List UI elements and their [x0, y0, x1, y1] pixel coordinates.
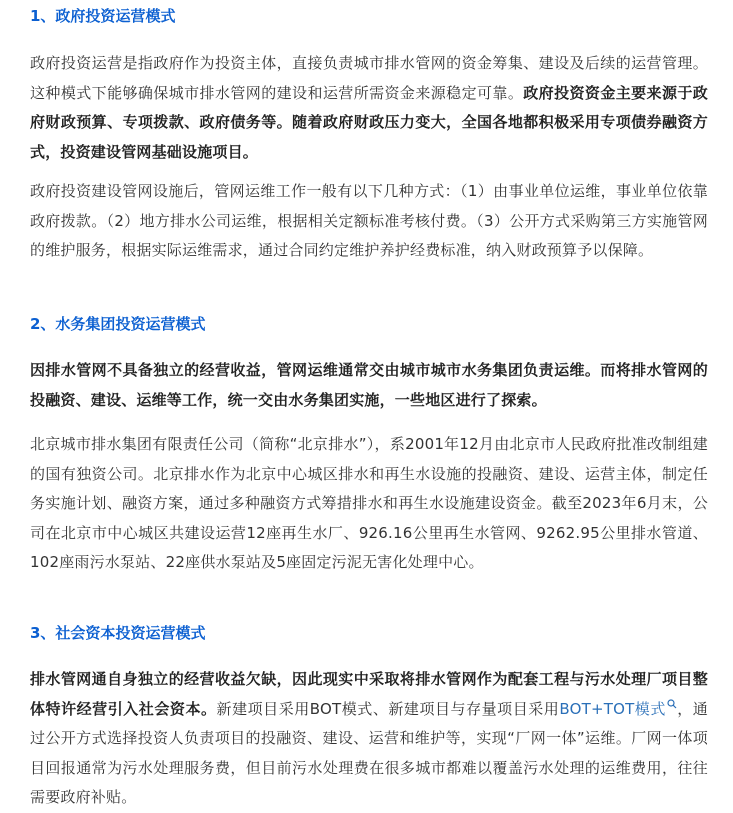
section-1-paragraph-1-text: 政府投资运营是指政府作为投资主体，直接负责城市排水管网的资金筹集、建设及后续的运营管理。这种模式下能够确保城市排水管网的建设和运营所需资金来源稳定可靠。	[30, 54, 708, 102]
bot-tot-link[interactable]	[559, 700, 677, 718]
section-1-paragraph-2: 政府投资建设管网设施后，管网运维工作一般有以下几种方式：（1）由事业单位运维，事业单位依靠政府拨款。（2）地方排水公司运维，根据相关定额标准考核付费。（3）公开方式采购第三方实施管网的维护服务，根据实际运维需求，通过合同约定维护养护经费标准，纳入财政预算予以保障。	[30, 182, 708, 259]
section-3-paragraph-1-bold: 排水管网通自身独立的经营收益欠缺，因此现实中采取将排水管网作为配套工程与污水处理厂项目整体特许经营引入社会资本。	[30, 670, 708, 718]
bot-tot-link-label[interactable]: BOT+TOT模式	[559, 699, 666, 718]
search-icon[interactable]	[667, 699, 677, 709]
section-1-paragraph-1	[30, 49, 708, 167]
section-3-paragraph-1-text-b: ，通过公开方式选择投资人负责项目的投融资、建设、运营和维护等，实现“厂网一体”运维。厂网一体项目回报通常为污水处理服务费，但目前污水处理费在很多城市都难以覆盖污水处理的运维费用，往往需要政府补贴。	[30, 699, 708, 806]
section-2-paragraph-1: 因排水管网不具备独立的经营收益，管网运维通常交由城市城市水务集团负责运维。而将排水管网的投融资、建设、运维等工作，统一交由水务集团实施，一些地区进行了探索。	[30, 361, 708, 409]
section-heading-2: 2、水务集团投资运营模式	[30, 315, 206, 333]
section-heading-1: 1、政府投资运营模式	[30, 7, 176, 25]
section-3-paragraph-1	[30, 665, 708, 813]
section-heading-3: 3、社会资本投资运营模式	[30, 624, 206, 642]
section-1-paragraph-1-bold: 政府投资资金主要来源于政府财政预算、专项拨款、政府债务等。随着政府财政压力变大，全国各地都积极采用专项债券融资方式，投资建设管网基础设施项目。	[30, 83, 709, 161]
section-2-paragraph-2: 北京城市排水集团有限责任公司（简称“北京排水”），系2001年12月由北京市人民政府批准改制组建的国有独资公司。北京排水作为北京中心城区排水和再生水设施的投融资、建设、运营主体，制定任务实施计划、融资方案，通过多种融资方式筹措排水和再生水设施建设资金。截至2023年6月末，公司在北京市中心城区共建设运营12座再生水厂、926.16公里再生水管网、9262.95公里排水管道、102座雨污水泵站、22座供水泵站及5座固定污泥无害化处理中心。	[30, 435, 708, 571]
section-3-paragraph-1-text-a: 新建项目采用BOT模式、新建项目与存量项目采用	[216, 699, 560, 718]
